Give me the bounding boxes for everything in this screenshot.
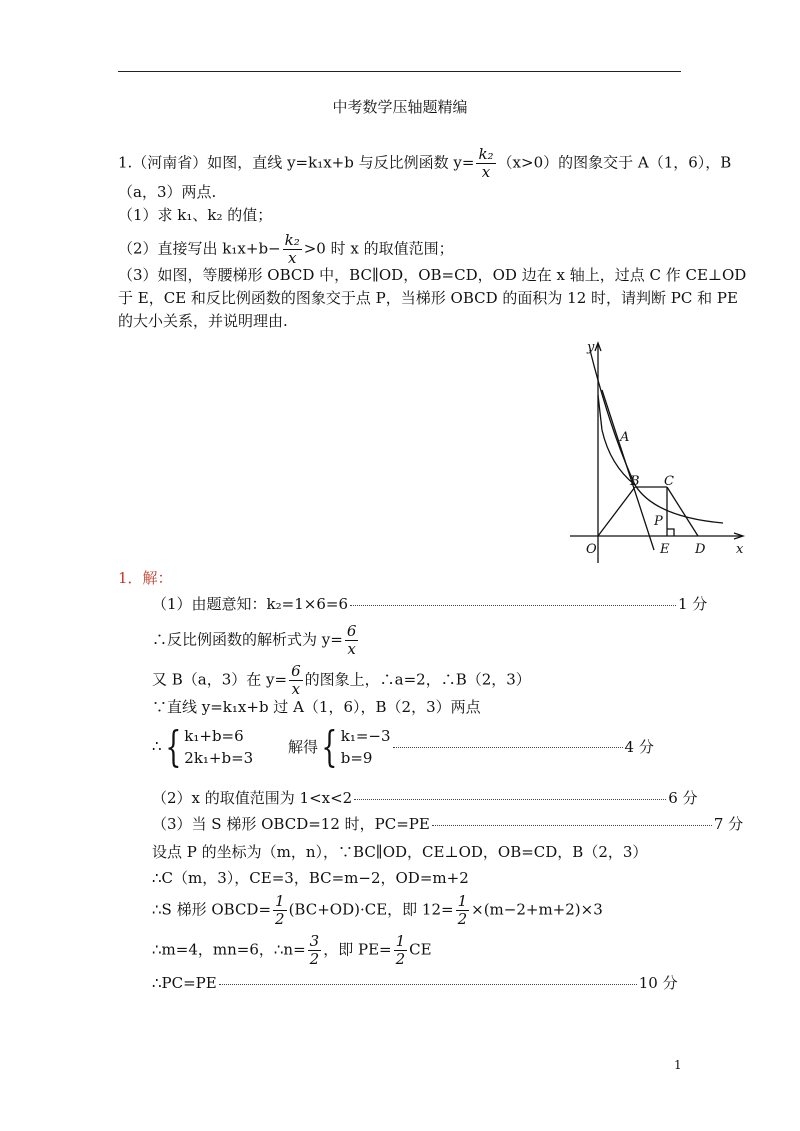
line-y-k1x-b [602, 390, 654, 550]
label-B: B [630, 474, 640, 489]
solution-system: ∴{ k₁+b=6 2k₁+b=3 解得{ k₁=−3 b=94 分 [152, 722, 654, 771]
problem-line-1: 1.（河南省）如图，直线 y=k₁x+b 与反比例函数 y= $\frac{\text{k₂}}{x}$ （x>0）的图象交于 A（1，6），B [118, 145, 732, 181]
fraction-one-half-2: $\frac{1}{2}$ [457, 892, 468, 928]
problem-line-2: （a，3）两点. [118, 183, 217, 201]
page-number: 1 [674, 1058, 682, 1072]
problem-part-3-line-2: 于 E，CE 和反比例函数的图象交于点 P，当梯形 OBCD 的面积为 12 时，请判断 PC 和 PE [118, 289, 738, 307]
label-C: C [664, 474, 674, 489]
fraction-k2-over-x: $\frac{\text{k₂}}{x}$ [478, 145, 494, 181]
problem-part-3-line-1: （3）如图，等腰梯形 OBCD 中，BC∥OD，OB=CD，OD 边在 x 轴上，过点 C 作 CE⊥OD [118, 266, 747, 284]
solution-step-4: ∵直线 y=k₁x+b 过 A（1，6），B（2，3）两点 [152, 698, 481, 716]
solution-heading: 1．解： [118, 569, 173, 587]
hyperbola-curve [590, 350, 723, 523]
solution-step-2: ∴反比例函数的解析式为 y= $\frac{6}{x}$ [152, 622, 357, 658]
score-1: 1 分 [677, 595, 708, 613]
problem-part-3-line-3: 的大小关系，并说明理由. [118, 312, 288, 330]
score-10: 10 分 [638, 974, 678, 992]
label-O: O [586, 542, 597, 557]
page-title: 中考数学压轴题精编 [332, 98, 468, 116]
score-6: 6 分 [668, 789, 698, 807]
solution-part-3: （3）当 S 梯形 OBCD=12 时，PC=PE 7 分 [152, 815, 744, 833]
solution-step-8: 设点 P 的坐标为（m，n），∵BC∥OD，CE⊥OD，OB=CD，B（2，3） [152, 843, 648, 861]
solution-conclusion: ∴PC=PE 10 分 [152, 974, 678, 992]
segment-OB [598, 487, 635, 536]
right-angle-mark [667, 529, 674, 536]
fraction-6-over-x: $\frac{6}{x}$ [346, 622, 357, 658]
label-P: P [654, 514, 663, 529]
label-y: y [587, 340, 595, 355]
solution-part-2: （2）x 的取值范围为 1<x<2 6 分 [152, 789, 698, 807]
fraction-6-over-x-2: $\frac{6}{x}$ [291, 662, 301, 698]
solution-step-3: 又 B（a，3）在 y= $\frac{6}{x}$ 的图象上，∴a=2，∴B（2，3） [152, 662, 531, 698]
score-7: 7 分 [713, 815, 744, 833]
label-A: A [620, 430, 630, 445]
problem-part-2: （2）直接写出 k₁x+b− $\frac{\text{k₂}}{x}$ >0 时 x 的取值范围； [118, 231, 454, 267]
fraction-one-half-3: $\frac{1}{2}$ [395, 932, 406, 968]
score-4: 4 分 [624, 738, 654, 756]
fraction-k2-over-x-2: $\frac{\text{k₂}}{x}$ [284, 231, 300, 267]
label-E: E [660, 542, 670, 557]
geometry-figure [560, 335, 760, 565]
header-rule [118, 71, 681, 72]
fraction-three-halves: $\frac{3}{2}$ [309, 932, 320, 968]
problem-part-1: （1）求 k₁、k₂ 的值； [118, 206, 273, 224]
solution-step-10: ∴S 梯形 OBCD= $\frac{1}{2}$ (BC+OD)·CE，即 12= $\frac{1}{2}$ ×(m−2+m+2)×3 [152, 892, 603, 928]
solution-step-11: ∴m=4，mn=6，∴n= $\frac{3}{2}$ ，即 PE= $\frac{1}{2}$ CE [152, 932, 432, 968]
label-x: x [736, 542, 744, 557]
label-D: D [695, 542, 706, 557]
solution-step-1: （1）由题意知：k₂=1×6=6 1 分 [152, 595, 708, 613]
fraction-one-half: $\frac{1}{2}$ [275, 892, 285, 928]
solution-step-9: ∴C（m，3），CE=3，BC=m−2，OD=m+2 [152, 869, 469, 887]
